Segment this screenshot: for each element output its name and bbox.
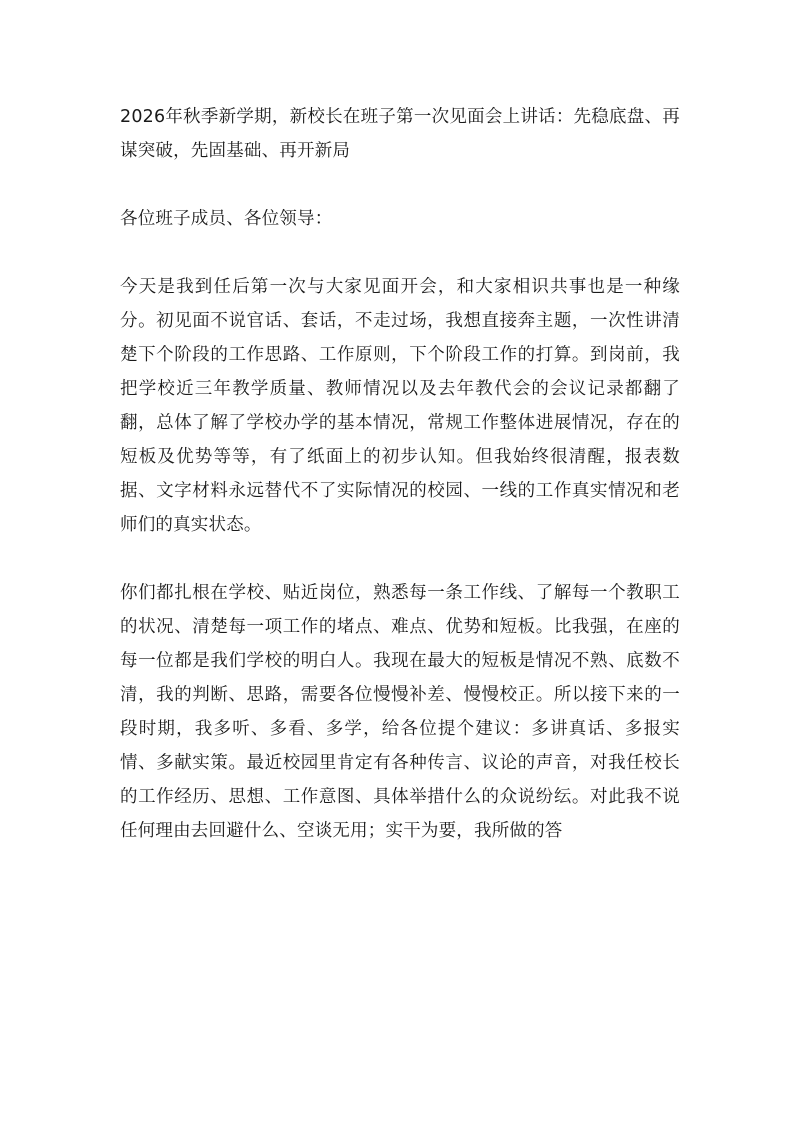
document-body [120, 100, 680, 882]
paragraph-2: 你们都扎根在学校、贴近岗位，熟悉每一条工作线、了解每一个教职工的状况、清楚每一项工作的堵点、难点、优势和短板。比我强，在座的每一位都是我们学校的明白人。我现在最大的短板是情况不熟、底数不清，我的判断、思路，需要各位慢慢补差、慢慢校正。所以接下来的一段时期，我多听、多看、多学，给各位提个建议：多讲真话、多报实情、多献实策。最近校园里肯定有各种传言、议论的声音，对我任校长的工作经历、思想、工作意图、具体举措什么的众说纷纭。对此我不说任何理由去回避什么、空谈无用；实干为要，我所做的答 [120, 583, 680, 841]
salutation: 各位班子成员、各位领导： [120, 209, 333, 229]
paragraph-1: 今天是我到任后第一次与大家见面开会，和大家相识共事也是一种缘分。初见面不说官话、套话，不走过场，我想直接奔主题，一次性讲清楚下个阶段的工作思路、工作原则，下个阶段工作的打算。到岗前，我把学校近三年教学质量、教师情况以及去年教代会的会议记录都翻了翻，总体了解了学校办学的基本情况，常规工作整体进展情况，存在的短板及优势等等，有了纸面上的初步认知。但我始终很清醒，报表数据、文字材料永远替代不了实际情况的校园、一线的工作真实情况和老师们的真实状态。 [120, 277, 680, 535]
document-title: 2026年秋季新学期，新校长在班子第一次见面会上讲话：先稳底盘、再谋突破，先固基础、再开新局 [120, 107, 680, 161]
